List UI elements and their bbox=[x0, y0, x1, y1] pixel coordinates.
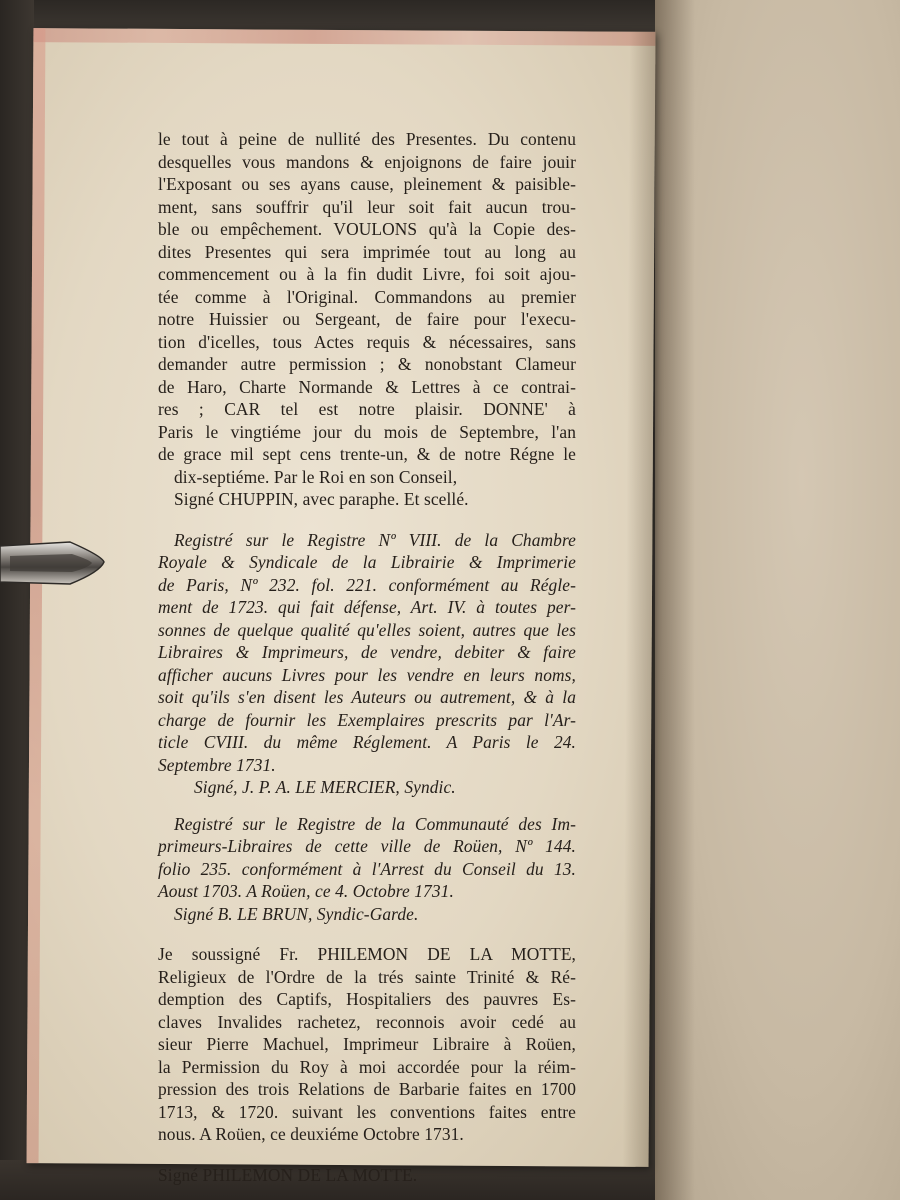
text-line: Royale & Syndicale de la Librairie & Imprimerie bbox=[158, 552, 576, 572]
text-line: pression des trois Relations de Barbarie faites en 1700 bbox=[158, 1079, 576, 1099]
text-line: tée comme à l'Original. Commandons au premier bbox=[158, 286, 576, 307]
text-line: Religieux de l'Ordre de la trés sainte Trinité & Ré- bbox=[158, 966, 576, 987]
text-line: Registré sur le Registre de la Communauté des Im- bbox=[174, 813, 576, 834]
text-line: desquelles vous mandons & enjoignons de faire jouir bbox=[158, 151, 576, 172]
red-page-edge-top bbox=[33, 28, 655, 46]
signature-le-brun: Signé B. LE BRUN, Syndic-Garde. bbox=[174, 903, 419, 924]
text-line: notre Huissier ou Sergeant, de faire pour l'execu- bbox=[158, 309, 576, 329]
text-line: demander autre permission ; & nonobstant Clameur bbox=[158, 354, 576, 374]
text-line: ticle CVIII. du même Réglement. A Paris le 24. bbox=[158, 732, 576, 752]
spacer bbox=[158, 511, 576, 529]
paris-registration-paragraph bbox=[158, 529, 576, 799]
spacer bbox=[158, 799, 576, 813]
printed-text-block bbox=[158, 128, 576, 1186]
text-line: de Paris, Nº 232. fol. 221. conformément au Régle- bbox=[158, 574, 576, 595]
spacer bbox=[158, 925, 576, 943]
cession-paragraph bbox=[158, 943, 576, 1146]
text-line: claves Invalides rachetez, reconnois avoir cedé au bbox=[158, 1011, 576, 1032]
signature-philemon: Signé PHILEMON DE LA MOTTE. bbox=[158, 1164, 418, 1185]
text-line: l'Exposant ou ses ayans cause, pleinement & paisible- bbox=[158, 174, 576, 194]
text-line: Libraires & Imprimeurs, de vendre, debiter & faire bbox=[158, 642, 576, 662]
text-line: le tout à peine de nullité des Presentes. Du contenu bbox=[158, 129, 576, 149]
text-line: Aoust 1703. A Roüen, ce 4. Octobre 1731. bbox=[158, 881, 454, 901]
text-line: Je soussigné Fr. PHILEMON DE LA MOTTE, bbox=[158, 944, 576, 964]
text-line: la Permission du Roy à moi accordée pour la réim- bbox=[158, 1056, 576, 1077]
text-line: dites Presentes qui sera imprimée tout au long au bbox=[158, 241, 576, 262]
text-line: dix-septiéme. Par le Roi en son Conseil, bbox=[174, 466, 458, 487]
text-line: Septembre 1731. bbox=[158, 754, 276, 775]
metal-clasp-icon bbox=[0, 528, 110, 598]
text-line: nous. A Roüen, ce deuxiéme Octobre 1731. bbox=[158, 1124, 464, 1144]
text-line: 1713, & 1720. suivant les conventions faites entre bbox=[158, 1101, 576, 1122]
text-line: res ; CAR tel est notre plaisir. DONNE' à bbox=[158, 399, 576, 419]
text-line: tion d'icelles, tous Actes requis & nécessaires, sans bbox=[158, 331, 576, 352]
text-line: demption des Captifs, Hospitaliers des pauvres Es- bbox=[158, 989, 576, 1009]
text-line: charge de fournir les Exemplaires prescrits par l'Ar- bbox=[158, 709, 576, 730]
text-line: Signé CHUPPIN, avec paraphe. Et scellé. bbox=[174, 489, 469, 509]
signature-le-mercier: Signé, J. P. A. LE MERCIER, Syndic. bbox=[194, 777, 456, 797]
text-line: Paris le vingtiéme jour du mois de Septembre, l'an bbox=[158, 421, 576, 442]
facing-page bbox=[655, 0, 900, 1200]
text-line: folio 235. conformément à l'Arrest du Conseil du 13. bbox=[158, 858, 576, 879]
text-line: sonnes de quelque qualité qu'elles soient, autres que les bbox=[158, 619, 576, 640]
privilege-paragraph bbox=[158, 128, 576, 511]
text-line: sieur Pierre Machuel, Imprimeur Libraire à Roüen, bbox=[158, 1034, 576, 1054]
text-line: ment de 1723. qui fait défense, Art. IV. à toutes per- bbox=[158, 597, 576, 617]
text-line: de Haro, Charte Normande & Lettres à ce contrai- bbox=[158, 376, 576, 397]
text-line: ble ou empêchement. VOULONS qu'à la Copie des- bbox=[158, 219, 576, 239]
rouen-registration-paragraph bbox=[158, 813, 576, 926]
spacer bbox=[158, 1146, 576, 1164]
text-line: afficher aucuns Livres pour les vendre en leurs noms, bbox=[158, 664, 576, 685]
text-line: ment, sans souffrir qu'il leur soit fait aucun trou- bbox=[158, 196, 576, 217]
text-line: soit qu'ils s'en disent les Auteurs ou autrement, & à la bbox=[158, 687, 576, 707]
text-line: primeurs-Libraires de cette ville de Roüen, Nº 144. bbox=[158, 836, 576, 856]
text-line: commencement ou à la fin dudit Livre, foi soit ajou- bbox=[158, 264, 576, 284]
text-line: Registré sur le Registre Nº VIII. de la Chambre bbox=[174, 529, 576, 550]
page-gutter-shadow bbox=[623, 32, 656, 1167]
facing-page-gutter-shade bbox=[655, 0, 695, 1200]
text-line: de grace mil sept cens trente-un, & de notre Régne le bbox=[158, 444, 576, 464]
